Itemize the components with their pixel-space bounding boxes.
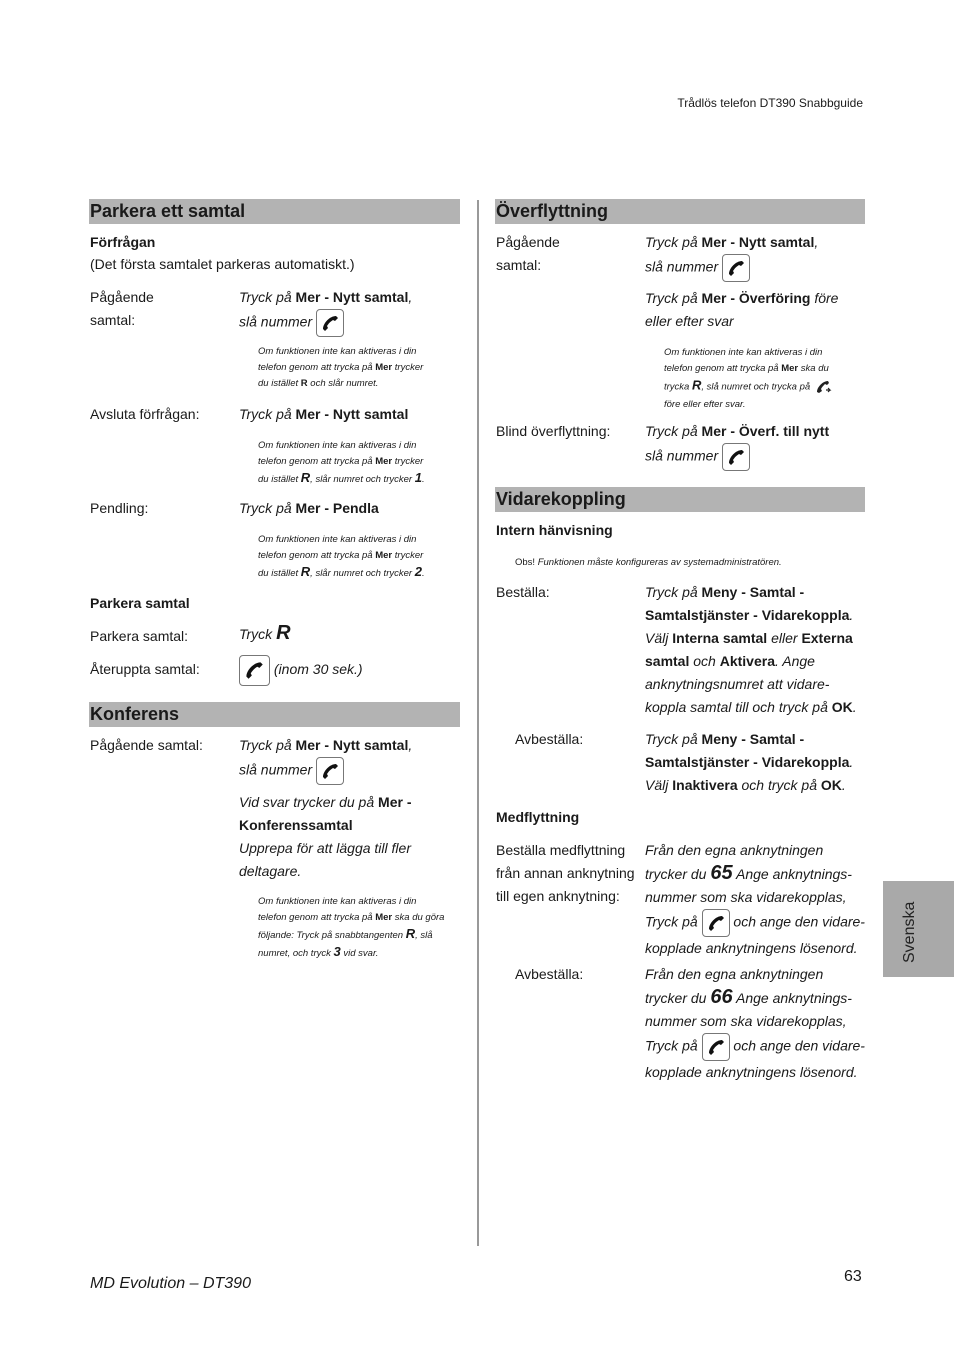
note-overflyttning: Om funktionen inte kan aktiveras i din telefon genom att trycka på Mer ska du trycka R, slå numret och trycka på före eller efter svar.	[664, 345, 859, 413]
page-number: 63	[844, 1268, 862, 1285]
instruction-bestalla-medflyttning: Från den egna anknytningen trycker du 65 Ange anknytnings- nummer som ska vidarekopplas, Tryck på och ange den vidare- kopplade anknytningens lösenord.	[645, 842, 865, 956]
section-heading-parkera: Parkera ett samtal	[89, 199, 460, 224]
note-konferens: Om funktionen inte kan aktiveras i din telefon genom att trycka på Mer ska du göra följande: Tryck på snabbtangenten R, slå numret, och tryck 3 vid svar.	[258, 896, 445, 959]
column-divider	[477, 200, 479, 1246]
section-heading-konferens: Konferens	[89, 702, 460, 727]
subheading-forfragan: Förfrågan	[90, 234, 156, 250]
phone-handset-icon	[702, 909, 730, 937]
label-avsluta: Avsluta förfrågan:	[90, 406, 200, 422]
instruction-pagaende: Tryck på Mer - Nytt samtal, slå nummer	[239, 286, 459, 337]
language-tab-label: Svenska	[901, 901, 918, 963]
instruction-ateruppta: (inom 30 sek.)	[239, 655, 363, 686]
label-pendling: Pendling:	[90, 500, 149, 516]
phone-handset-icon	[316, 309, 344, 337]
note-parkera-1: Om funktionen inte kan aktiveras i din telefon genom att trycka på Mer trycker du istället R och slår numret.	[258, 346, 424, 389]
label-avbestalla-1: Avbeställa:	[515, 731, 584, 747]
forfragan-note: (Det första samtalet parkeras automatiskt.)	[90, 256, 355, 272]
instruction-konferens-svar: Vid svar trycker du på Mer - Konferenssamtal Upprepa för att lägga till fler deltagare.	[239, 794, 412, 879]
instruction-pendling: Tryck på Mer - Pendla	[239, 500, 379, 516]
label-pagaende: Pågående samtal:	[90, 289, 154, 328]
label-ateruppta: Återuppta samtal:	[90, 661, 200, 677]
label-parkera-samtal: Parkera samtal:	[90, 628, 189, 644]
instruction-avbestalla-2: Från den egna anknytningen trycker du 66 Ange anknytnings- nummer som ska vidarekopplas, Tryck på och ange den vidare- kopplade anknytningens lösenord.	[645, 966, 865, 1080]
label-blind: Blind överflyttning:	[496, 423, 611, 439]
subheading-medflyttning: Medflyttning	[496, 809, 580, 825]
note-parkera-2: Om funktionen inte kan aktiveras i din telefon genom att trycka på Mer trycker du istället R, slår numret och trycker 1.	[258, 440, 425, 485]
note-obs: Obs! Funktionen måste konfigureras av systemadministratören.	[515, 557, 782, 568]
section-heading-overflyttning: Överflyttning	[495, 199, 865, 224]
phone-handset-icon	[239, 655, 270, 686]
r-key-glyph: R	[276, 622, 291, 644]
instruction-bestalla: Tryck på Meny - Samtal - Samtalstjänster - Vidarekoppla. Välj Interna samtal eller Externa samtal och Aktivera. Ange anknytningsnumret att vidare- koppla samtal till och tryck på OK.	[645, 584, 857, 715]
footer-product: MD Evolution – DT390	[90, 1275, 251, 1292]
transfer-phone-icon	[813, 377, 833, 397]
label-avbestalla-2: Avbeställa:	[515, 966, 584, 982]
instruction-konferens: Tryck på Mer - Nytt samtal, slå nummer	[239, 734, 459, 785]
running-header: Trådlös telefon DT390 Snabbguide	[677, 96, 863, 110]
phone-handset-icon	[722, 443, 750, 471]
label-konferens-pagaende: Pågående samtal:	[90, 737, 203, 753]
instruction-avbestalla-1: Tryck på Meny - Samtal - Samtalstjänster - Vidarekoppla. Välj Inaktivera och tryck på OK.	[645, 731, 854, 793]
instruction-blind: Tryck på Mer - Överf. till nytt slå nummer	[645, 420, 865, 471]
subheading-parkera-samtal: Parkera samtal	[90, 595, 190, 611]
label-bestalla-medflyttning: Beställa medflyttning från annan anknytning till egen anknytning:	[496, 842, 635, 904]
instruction-avsluta: Tryck på Mer - Nytt samtal	[239, 406, 409, 422]
section-heading-vidarekoppling: Vidarekoppling	[495, 487, 865, 512]
phone-handset-icon	[722, 254, 750, 282]
label-bestalla: Beställa:	[496, 584, 550, 600]
phone-handset-icon	[316, 757, 344, 785]
instruction-overfl-2: Tryck på Mer - Överföring före eller efter svar	[645, 290, 839, 329]
language-tab	[883, 881, 954, 977]
note-parkera-3: Om funktionen inte kan aktiveras i din telefon genom att trycka på Mer trycker du istället R, slår numret och trycker 2.	[258, 534, 425, 579]
subheading-intern: Intern hänvisning	[496, 522, 613, 538]
phone-handset-icon	[702, 1033, 730, 1061]
instruction-parkera-samtal: Tryck R	[239, 622, 291, 644]
instruction-overfl-1: Tryck på Mer - Nytt samtal, slå nummer	[645, 231, 865, 282]
label-overfl-pagaende: Pågående samtal:	[496, 234, 560, 273]
